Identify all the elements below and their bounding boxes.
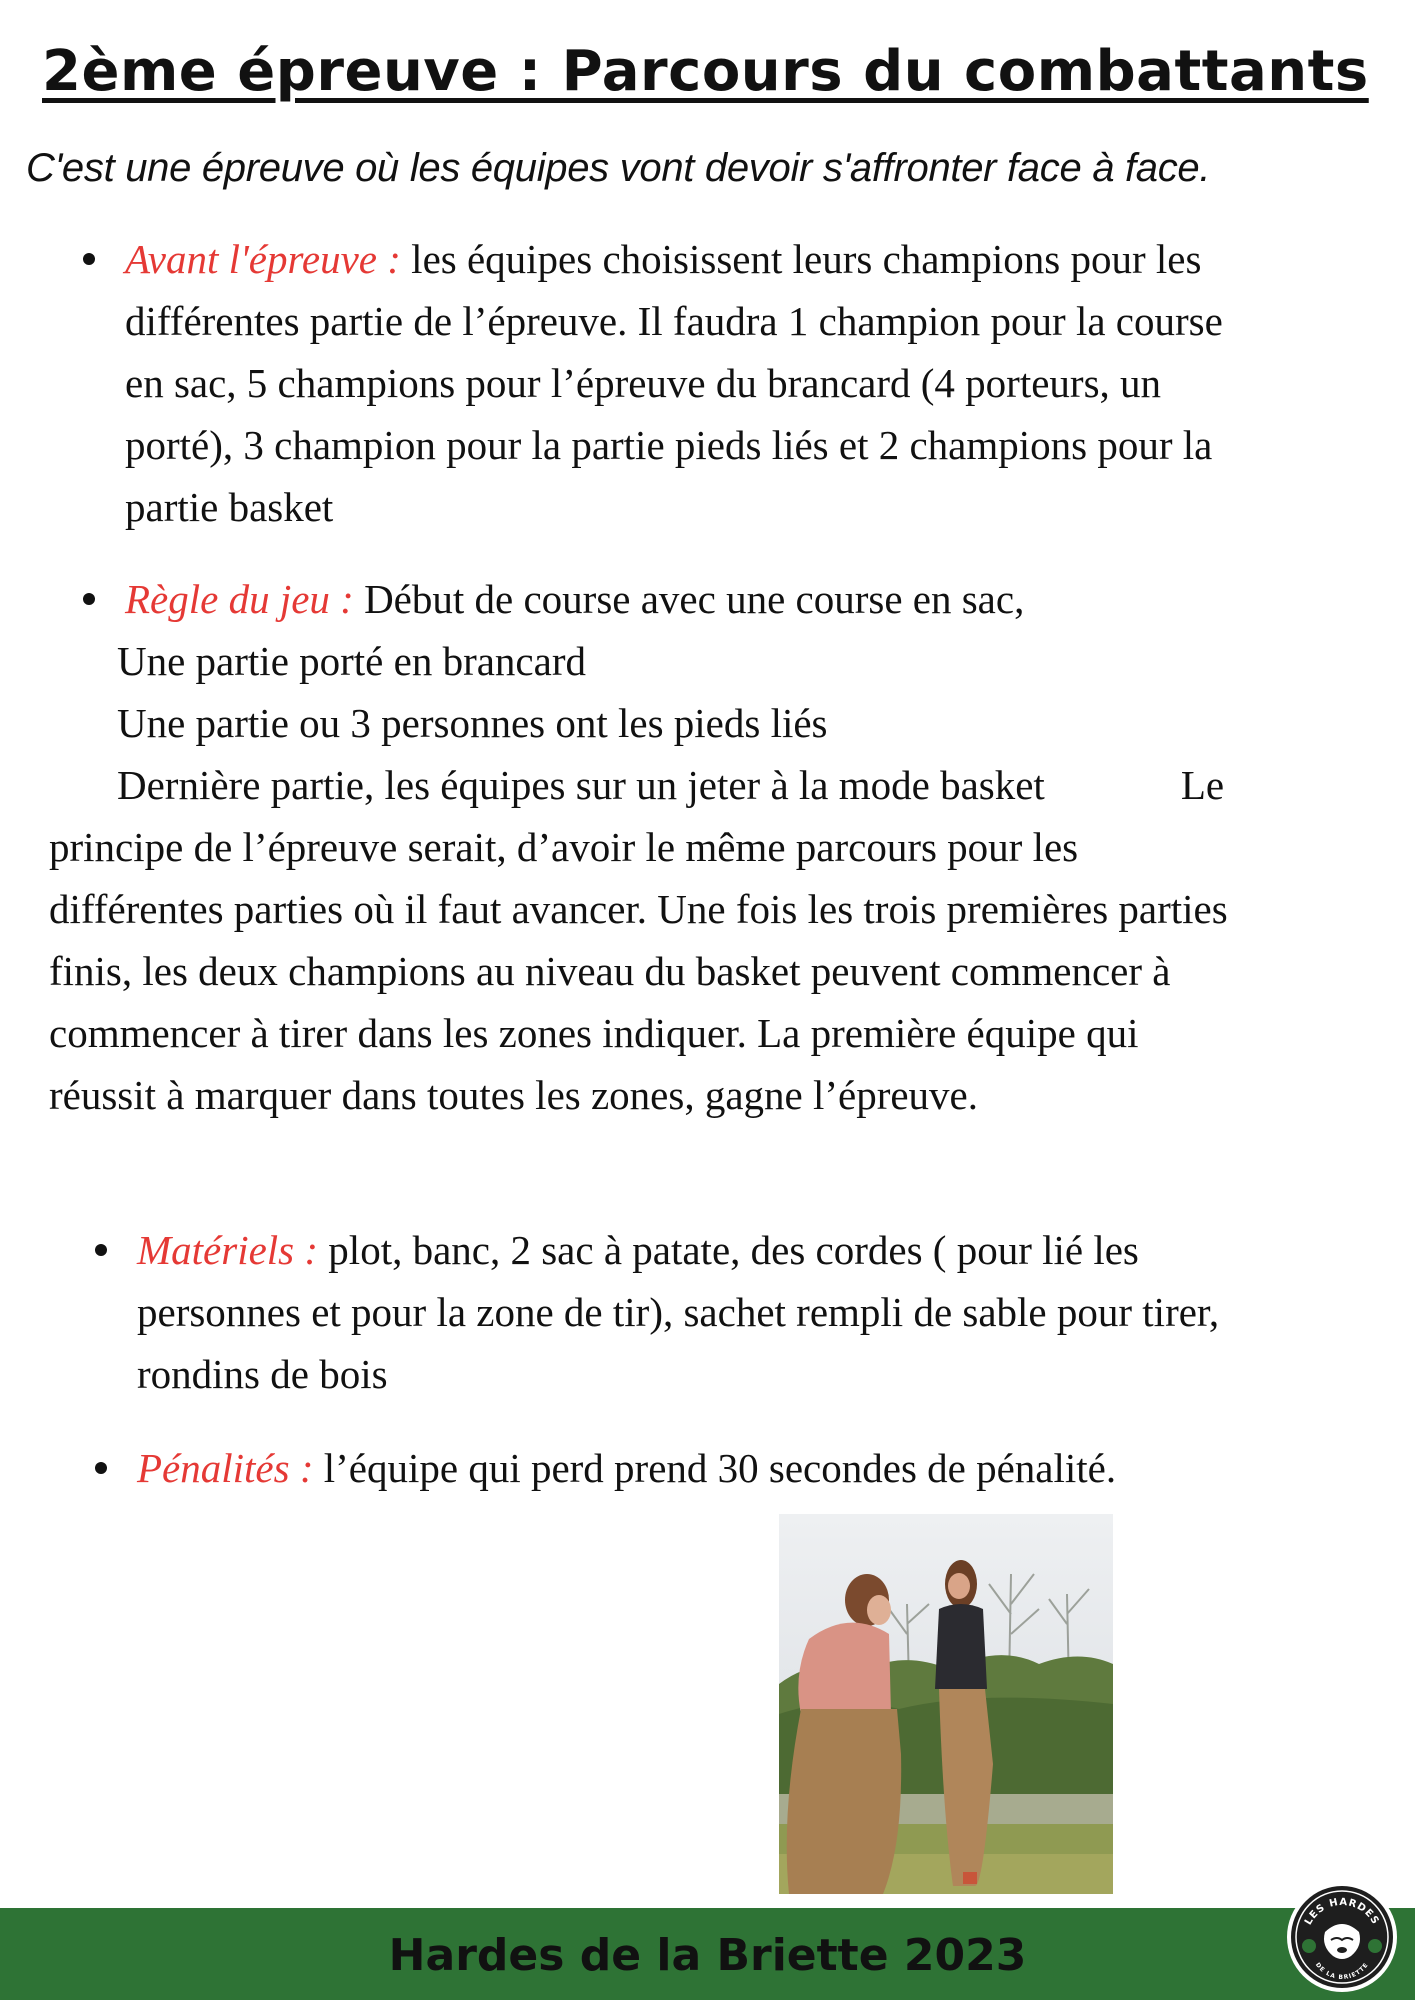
regle-para-3: finis, les deux champions au niveau du basket peuvent commencer à: [49, 948, 1171, 994]
regle-first: Début de course avec une course en sac,: [364, 576, 1025, 622]
bullet-icon: [83, 253, 95, 265]
section-avant-epreuve: [125, 228, 1345, 538]
penalites-text: l’équipe qui perd prend 30 secondes de pénalité.: [323, 1445, 1117, 1491]
avant-label: Avant l'épreuve :: [125, 236, 401, 282]
penalites-line: [137, 1437, 1357, 1499]
avant-line-4: porté), 3 champion pour la partie pieds liés et 2 champions pour la: [125, 422, 1213, 468]
section-materiels: [137, 1219, 1357, 1405]
page-subtitle: C'est une épreuve où les équipes vont devoir s'affronter face à face.: [26, 146, 1211, 190]
materiels-line-3: rondins de bois: [137, 1351, 388, 1397]
avant-line-2: différentes partie de l’épreuve. Il faudra 1 champion pour la course: [125, 298, 1223, 344]
materiels-label: Matériels :: [137, 1227, 319, 1273]
avant-line-1: [125, 228, 1345, 290]
section-regle-du-jeu: [49, 568, 1375, 1126]
regle-line-4-tail: Le: [1180, 762, 1225, 808]
regle-para-1: principe de l’épreuve serait, d’avoir le même parcours pour les: [49, 824, 1079, 870]
logo-text-bottom: DE LA BRIETTE: [1313, 1961, 1371, 1982]
regle-para-4: commencer à tirer dans les zones indiquer. La première équipe qui: [49, 1010, 1139, 1056]
bullet-icon: [95, 1244, 107, 1256]
materiels-line-1: [137, 1219, 1357, 1281]
regle-line-2: Une partie porté en brancard: [117, 638, 586, 684]
penalites-label: Pénalités :: [137, 1445, 314, 1491]
regle-line-4-text: Dernière partie, les équipes sur un jeter à la mode basket: [117, 762, 1045, 808]
page-title: 2ème épreuve : Parcours du combattants: [42, 39, 1369, 104]
bullet-icon: [95, 1462, 107, 1474]
regle-para-2: différentes parties où il faut avancer. Une fois les trois premières parties: [49, 886, 1228, 932]
regle-line-1: [125, 568, 1375, 630]
regle-label: Règle du jeu :: [125, 576, 354, 622]
avant-line-3: en sac, 5 champions pour l’épreuve du brancard (4 porteurs, un: [125, 360, 1162, 406]
hardes-logo: [1285, 1880, 1399, 1994]
avant-text-1: les équipes choisissent leurs champions pour les: [411, 236, 1202, 282]
avant-line-5: partie basket: [125, 484, 334, 530]
regle-line-4: [117, 754, 1375, 816]
footer-text: Hardes de la Briette 2023: [388, 1930, 1027, 1981]
regle-line-3: Une partie ou 3 personnes ont les pieds liés: [117, 700, 828, 746]
photo-sack-race: [779, 1514, 1113, 1894]
regle-para-5: réussit à marquer dans toutes les zones, gagne l’épreuve.: [49, 1072, 979, 1118]
section-penalites: [137, 1437, 1357, 1499]
bullet-icon: [83, 593, 95, 605]
logo-text-top: LES HARDES: [1303, 1896, 1381, 1928]
materiels-text-1: plot, banc, 2 sac à patate, des cordes ( pour lié les: [328, 1227, 1139, 1273]
materiels-line-2: personnes et pour la zone de tir), sachet rempli de sable pour tirer,: [137, 1289, 1220, 1335]
